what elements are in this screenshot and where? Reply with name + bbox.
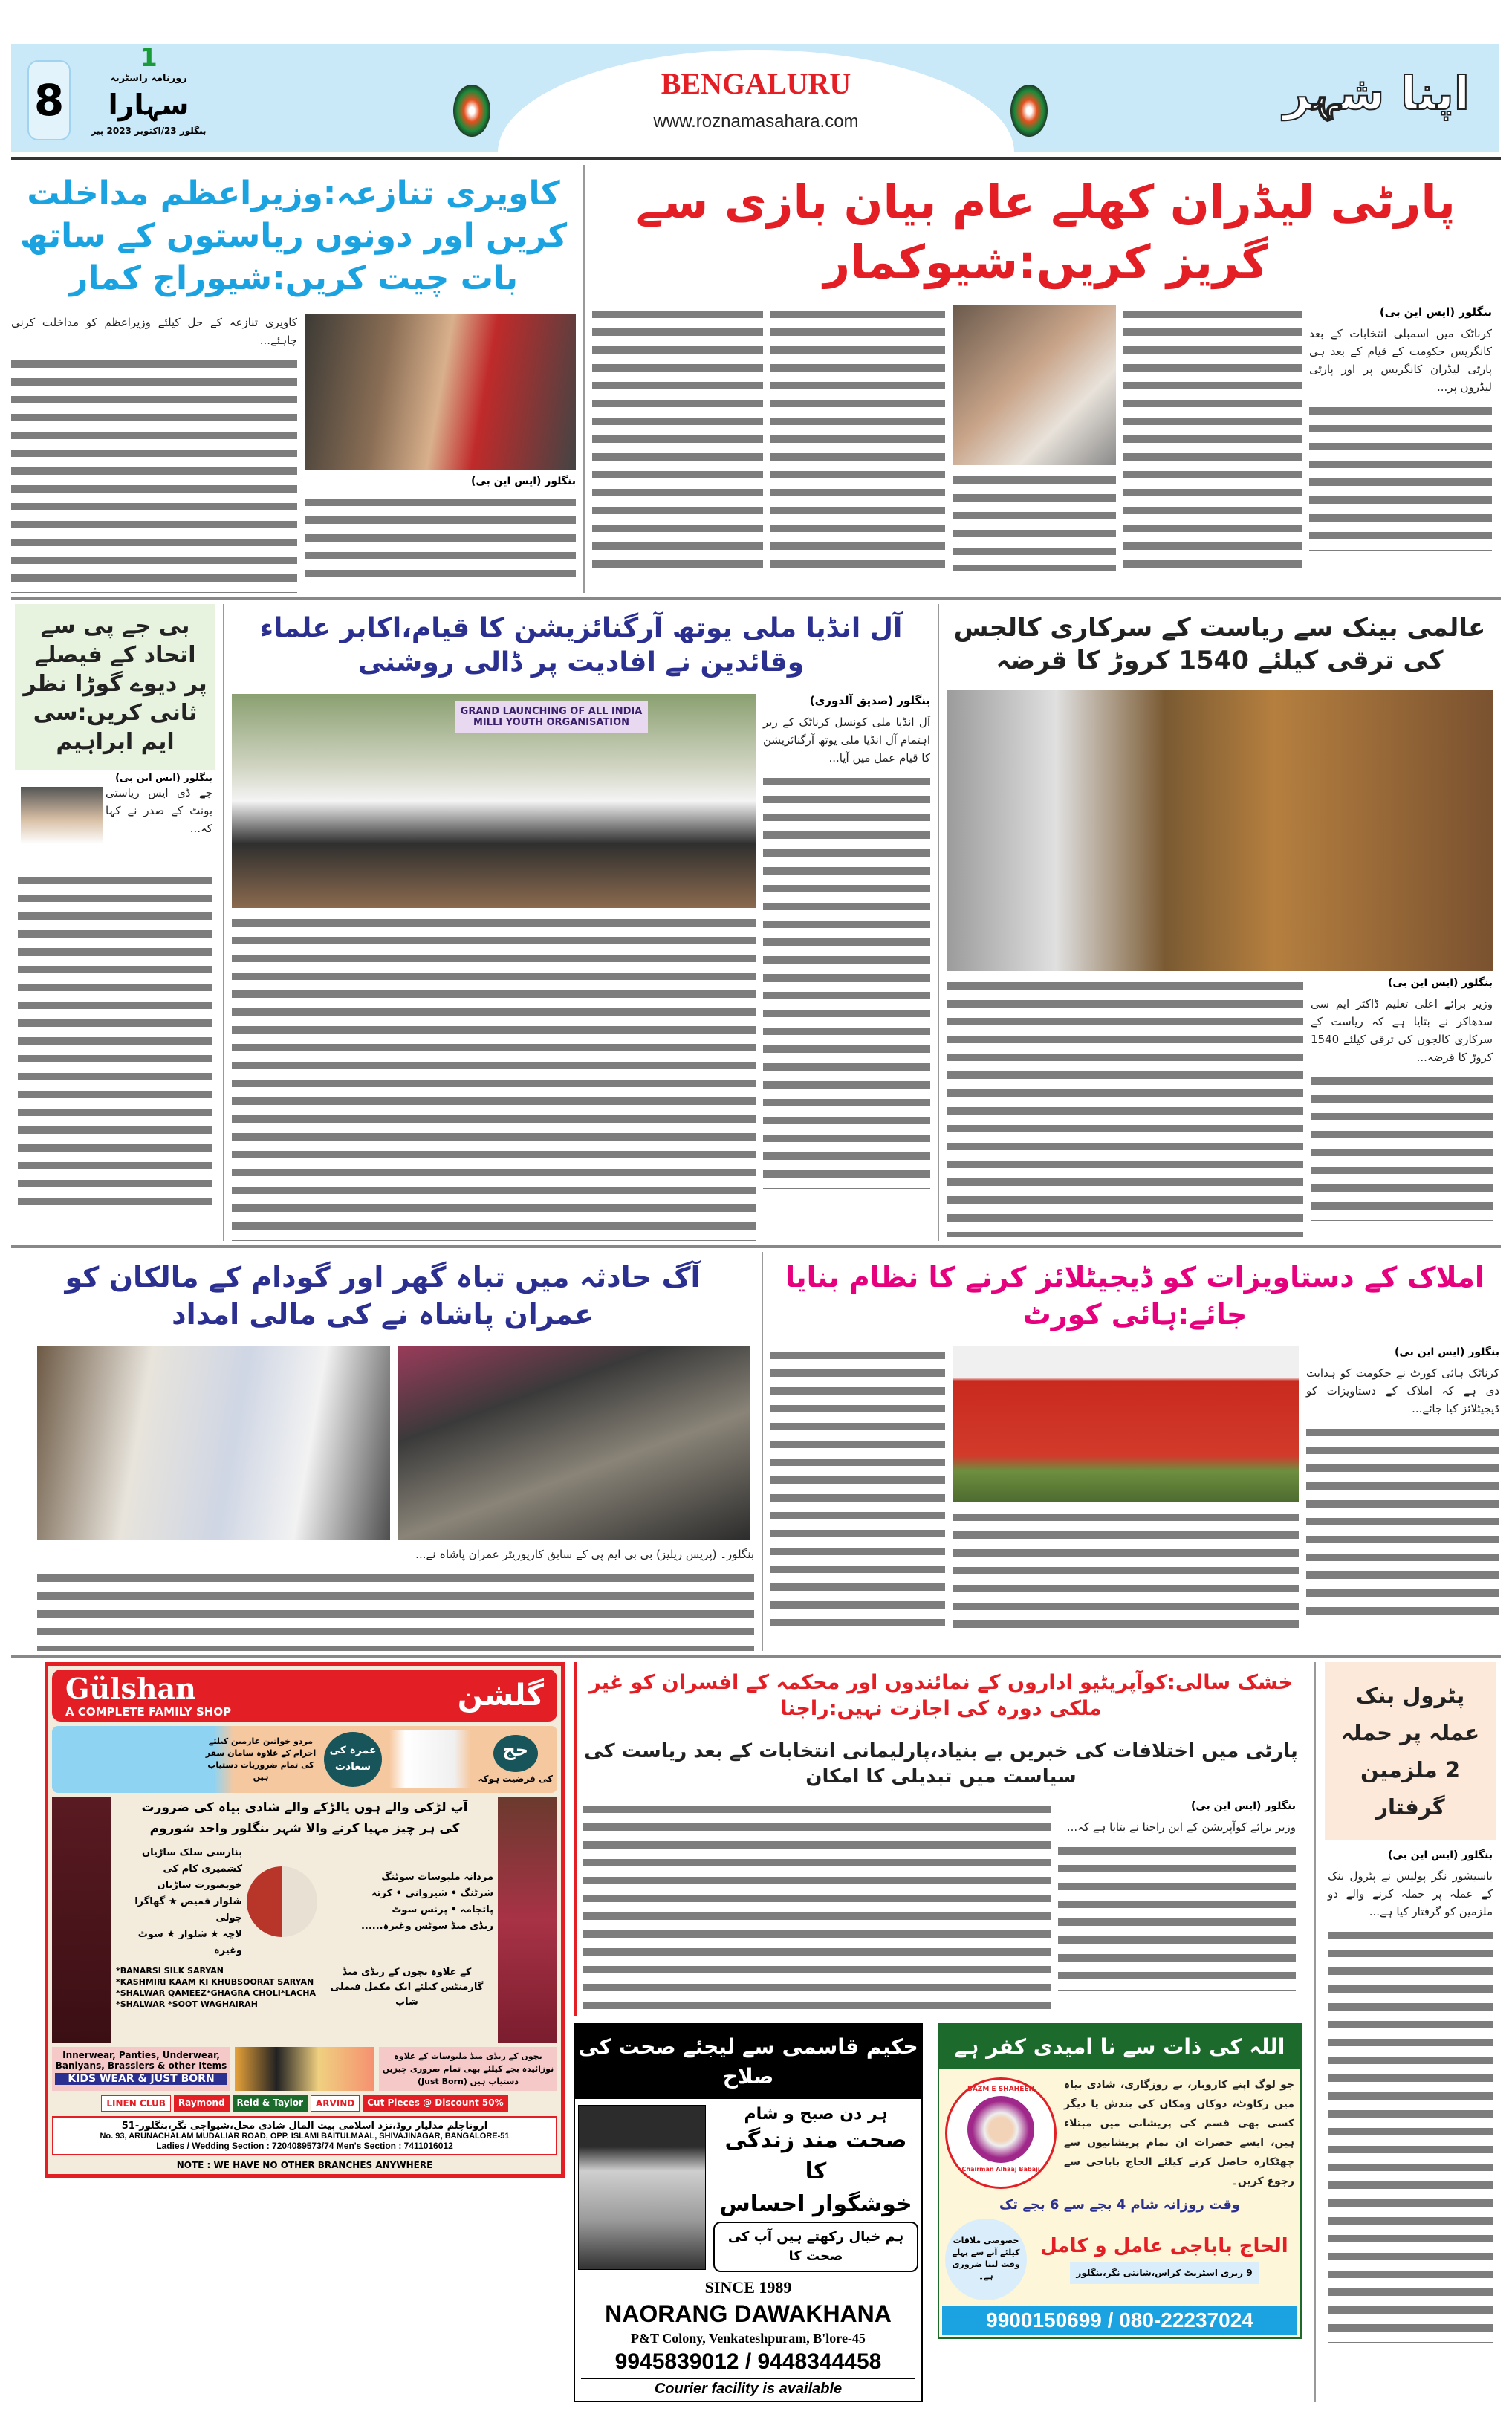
column-divider: [938, 604, 939, 1242]
pilgrims-image: [389, 1730, 470, 1788]
kids-photo: [235, 2047, 374, 2091]
story-drought: [574, 1662, 1305, 2016]
discount-text: Cut Pieces @ Discount: [367, 2097, 479, 2108]
column-divider: [583, 165, 585, 593]
item: *BANARSI SILK SARYAN: [116, 1965, 224, 1976]
photo-youth-launch: [232, 694, 756, 908]
brand-raymond: Raymond: [174, 2095, 230, 2112]
brand-reid-taylor: Reid & Taylor: [233, 2095, 308, 2112]
item: بنارسی سلک ساڑیاں: [142, 1846, 242, 1858]
seal-chairman: Chairman Alhaaj Babaji: [961, 2165, 1040, 2173]
ad-gulshan: [45, 1662, 565, 2178]
wedding-section: [52, 1797, 557, 2043]
item: شرٹنگ • شیروانی • کرتہ: [371, 1887, 493, 1899]
model-groom: [52, 1797, 111, 2043]
story-lead: آل انڈیا ملی کونسل کرناٹک کے زیر اہتمام آل انڈیا ملی یوتھ آرگنائزیشن کا قیام عمل میں آیا...: [763, 716, 930, 765]
babaji-photo: [967, 2096, 1034, 2163]
body-text: [305, 493, 576, 583]
courier-note: Courier facility is available: [581, 2378, 915, 2398]
item: ریڈی میڈ سوٹس وغیرہ......: [360, 1920, 493, 1932]
masthead: [11, 44, 1499, 152]
body-text: [592, 305, 763, 573]
item: شلوار قمیص ★ گھاگرا چولی: [134, 1895, 242, 1924]
gulshan-banner: [52, 1670, 557, 1722]
gulshan-address-box: [52, 2116, 557, 2155]
photo-aid-handover: [37, 1346, 390, 1540]
dateline: بنگلور (ایس این بی): [470, 475, 576, 487]
body-text: [583, 1800, 1051, 2016]
item: مردانہ ملبوسات سوٹنگ: [381, 1871, 493, 1883]
babaji-address: 9 ربری اسٹریٹ کراس،شانتی نگر،بنگلور: [1070, 2262, 1258, 2284]
just-born-text: بچوں کے ریڈی میڈ ملبوسات کے علاوہ نوزائیدہ بچے کیلئے بھی تمام ضروری چیزیں دستیاب ہیں (Just Born): [379, 2047, 557, 2091]
item: *SHALWAR *SOOT WAGHAIRAH: [116, 1999, 258, 2009]
travel-text: مردو خواتین عازمین کیلئے احرام کے علاوہ سامان سفر کی تمام ضروریات دستیاب ہیں: [205, 1736, 317, 1782]
sunburst-icon: [1010, 85, 1048, 137]
photo-high-court: [953, 1346, 1299, 1502]
body-text: [1123, 305, 1302, 573]
dateline: بنگلور (ایس این بی): [1394, 1346, 1499, 1358]
story-lead: جے ڈی ایس ریاستی یونٹ کے صدر نے کہا کہ...: [106, 785, 212, 835]
discount-percent: 50%: [481, 2097, 504, 2108]
headline: پارٹی لیڈران کھلے عام بیان بازی سے گریز کریں:شیوکمار: [636, 175, 1456, 289]
seal-text: BAZM E SHAHEEN: [967, 2085, 1035, 2093]
paper-name: سہارا: [108, 88, 189, 121]
story-lead: کاویری تنازعہ کے حل کیلئے وزیراعظم کو مداخلت کرنی چاہئے...: [11, 315, 297, 347]
story-lead: بنگلور۔ (پریس ریلیز) بی بی ایم پی کے سابق کارپوریٹر عمران پاشاہ نے...: [415, 1547, 754, 1561]
story-lead: وزیر برائے کوآپریشن کے این راجنا نے بتایا ہے کہ...: [1066, 1820, 1296, 1834]
subheadline: پارٹی میں اختلافات کی خبریں بے بنیاد،پارلیمانی انتخابات کے بعد ریاست کی سیاست میں تبدیلی کا امکان: [584, 1740, 1298, 1788]
dateline: بنگلور (ایس این بی): [1387, 976, 1493, 989]
tagline-3: خوشگوار احساس: [719, 2190, 912, 2217]
ad-hakeem: [574, 2023, 923, 2402]
body-text: [1058, 1842, 1296, 1991]
brand-strip: [52, 2095, 557, 2112]
body-text: [1306, 1424, 1499, 1617]
story-lead: باسیشور نگر پولیس نے پٹرول بنک کے عملہ پر حملہ کرنے والے دو ملزمین کو گرفتار کیا ہے...: [1328, 1869, 1493, 1918]
babaji-body: جو لوگ اپنے کاروبار، بے روزگاری، شادی بیاہ میں رکاوٹ، دوکان ومکان کی بندش یا دیگر کسی بھی قسم کی پریشانی میں مبتلاء ہیں، ایسے حضرات ان تمام پریشانیوں سے چھٹکارہ حاصل کرنے کیلئے الحاج باباجی سے رجوع کریں۔: [1064, 2078, 1294, 2187]
story-lead: کرناٹک میں اسمبلی انتخابات کے بعد کانگریس حکومت کے قیام کے بعد ہی پارٹی لیڈران کانگریس پر اور پارٹی لیڈروں پر...: [1309, 327, 1492, 395]
item: پائجامہ • پرنس سوٹ: [392, 1904, 493, 1915]
hakeem-photo: [578, 2105, 706, 2270]
headline: عالمی بینک سے ریاست کے سرکاری کالجس کی ترقی کیلئے 1540 کروڑ کا قرضہ: [953, 612, 1486, 675]
website-url: www.roznamasahara.com: [653, 111, 859, 132]
body-text: [1311, 1072, 1493, 1221]
babaji-name: الحاج باباجی عامل و کامل: [1040, 2234, 1288, 2257]
story-lead: کرناٹک ہائی کورٹ نے حکومت کو ہدایت دی ہے کہ املاک کے دستاویزات کو ڈیجیٹلائز کیا جائے...: [1306, 1366, 1499, 1415]
babaji-ad: [938, 2023, 1302, 2339]
phones: Ladies / Wedding Section : 7204089573/74 Men's Section : 7411016012: [156, 2140, 453, 2151]
branches-note: NOTE : WE HAVE NO OTHER BRANCHES ANYWHERE: [176, 2159, 433, 2170]
headline: آل انڈیا ملی یوتھ آرگنائزیشن کا قیام،اکابر علماء وقائدین نے افادیت پر ڈالی روشنی: [259, 612, 903, 678]
kids-wear-label: KIDS WEAR & JUST BORN: [55, 2073, 227, 2085]
headline: آگ حادثہ میں تباہ گھر اور گودام کے مالکان کو عمران پاشاہ نے کی مالی امداد: [65, 1261, 701, 1331]
body-text: [18, 872, 212, 1213]
womens-items: [116, 1845, 242, 1959]
photo-shivakumar: [953, 305, 1116, 465]
dawakhana-address: P&T Colony, Venkateshpuram, B'lore-45: [631, 2330, 866, 2346]
story-lead: وزیر برائے اعلیٰ تعلیم ڈاکٹر ایم سی سدھاکر نے بتایا ہے کہ ریاست کے سرکاری کالجوں کی ترقی کیلئے 1540 کروڑ کا قرضہ...: [1311, 996, 1493, 1064]
seal: [945, 2077, 1057, 2189]
dateline: بنگلور (صدیق آلدوری): [809, 694, 930, 708]
body-text: [947, 977, 1303, 1237]
dateline: بنگلور (ایس این بی): [115, 772, 212, 784]
dateline: بنگلور (ایس این بی): [1379, 305, 1492, 319]
dateline: بنگلور (ایس این بی): [1387, 1849, 1493, 1861]
brand-arvind: ARVIND: [311, 2095, 360, 2112]
story-bjp: [15, 604, 215, 1216]
body-text: [770, 1346, 945, 1636]
model-bride: [498, 1797, 557, 2043]
discount-badge: [363, 2095, 507, 2112]
story-cauvery: [11, 165, 576, 593]
photo-meeting: [947, 690, 1493, 971]
gulshan-brand-urdu: گلشن: [457, 1678, 544, 1713]
issue-date: بنگلور 23/اکتوبر 2023 پیر: [91, 126, 207, 136]
body-text: [1309, 402, 1492, 551]
headline: املاک کے دستاویزات کو ڈیجیٹلائز کرنے کا نظام بنایا جائے:ہائی کورٹ: [785, 1261, 1485, 1331]
page-number-badge: [27, 60, 71, 140]
umrah-badge: عمرہ کی سعادت: [324, 1732, 382, 1787]
column-divider: [223, 604, 224, 1242]
kids-text: کے علاوہ بچوں کے ریڈی میڈ گارمنٹس کیلئے ایک مکمل فیملی شاپ: [330, 1966, 484, 2008]
item: *SHALWAR QAMEEZ*GHAGRA CHOLI*LACHA: [116, 1988, 316, 1998]
appointment-note: خصوصی ملاقات کیلئے آنے سے پہلے وقت لینا ضروری ہے۔: [945, 2219, 1027, 2300]
row-4: [11, 1662, 1501, 2402]
photo-cm-ibrahim: [21, 787, 103, 869]
photo-shivarajkumar: [305, 314, 576, 470]
anniversary-number: 1: [140, 43, 158, 73]
dawakhana-phones: 9945839012 / 9448344458: [614, 2349, 882, 2374]
photo-fire-damage: [398, 1346, 750, 1540]
divider: [11, 1655, 1501, 1658]
body-text: [11, 355, 297, 593]
story-high-court: [770, 1252, 1499, 1636]
body-text: [37, 1569, 754, 1651]
body-text: [232, 914, 756, 1241]
hajj-panel: [52, 1726, 557, 1793]
innerwear-box: [52, 2047, 230, 2091]
address: No. 93, ARUNACHALAM MUDALIAR ROAD, OPP. ISLAMI BAITULMAAL, SHIVAJINAGAR, BANGALORE-51: [100, 2131, 510, 2141]
divider: [11, 1245, 1501, 1248]
tagline-2: صحت مند زندگی کا: [724, 2126, 907, 2184]
body-text: [770, 305, 945, 573]
hakeem-title: حکیم قاسمی سے لیجئے صحت کی صلاح: [575, 2025, 921, 2099]
babaji-phones: 9900150699 / 080-22237024: [942, 2306, 1297, 2335]
tagline-1: ہر دن صبح و شام: [744, 2104, 888, 2124]
paper-subtitle: روزنامہ راشٹریہ: [110, 73, 187, 84]
headline: کاویری تنازعہ:وزیراعظم مداخلت کریں اور دونوں ریاستوں کے ساتھ بات چیت کریں:شیوراج کمار: [19, 175, 568, 298]
story-petrol-bunk: [1325, 1662, 1496, 2346]
story-fire: [11, 1252, 754, 1651]
since-year: SINCE 1989: [704, 2277, 792, 2297]
brand-linen-club: LINEN CLUB: [101, 2095, 171, 2112]
column-divider: [762, 1252, 763, 1651]
body-text: [953, 471, 1116, 571]
wedding-text: آپ لڑکی والے ہوں یالڑکے والے شادی بیاہ کی ضرورت کی ہر چیز مہیا کرنے والا شہر بنگلور واحد شوروم: [141, 1800, 468, 1836]
hajj-badge: حج: [493, 1735, 538, 1772]
mens-items: [322, 1869, 493, 1935]
body-text: [1328, 1927, 1493, 2343]
item: *KASHMIRI KAAM KI KHUBSOORAT SARYAN: [116, 1976, 314, 1987]
story-youth-org: [232, 604, 930, 1242]
gulshan-brand: Gülshan: [65, 1671, 196, 1705]
pilgrim-luggage-image: [56, 1730, 198, 1788]
row-3: [11, 1252, 1501, 1651]
body-text: [763, 773, 930, 1189]
sunburst-icon: [453, 85, 490, 137]
section-title: اپنا شہر: [1283, 66, 1470, 120]
innerwear-text: Innerwear, Panties, Underwear, Baniyans, Brassiers & other Items: [55, 2049, 227, 2071]
couple-photo: [247, 1866, 317, 1937]
divider: [11, 597, 1501, 600]
body-text: [953, 1508, 1299, 1635]
story-shivakumar: [592, 165, 1499, 573]
babaji-title: اللہ کی ذات سے نا امیدی کفر ہے: [939, 2025, 1300, 2069]
hajj-subtitle: کی فرضیت ہوکہ: [478, 1773, 553, 1784]
column-divider: [1314, 1662, 1316, 2402]
tagline-box: ہم خیال رکھتے ہیں آپ کی صحت کا: [713, 2222, 918, 2272]
row-2: [11, 604, 1501, 1242]
gulshan-tagline: A COMPLETE FAMILY SHOP: [65, 1704, 232, 1719]
item: لاچہ ★ شلوار ★ سوٹ وغیرہ: [137, 1928, 242, 1956]
row-1: [11, 165, 1501, 593]
headline: پٹرول بنک عملہ پر حملہ 2 ملزمین گرفتار: [1325, 1662, 1496, 1840]
page-number: 8: [33, 75, 65, 126]
dawakhana-name: NAORANG DAWAKHANA: [605, 2300, 892, 2327]
dateline: بنگلور (ایس این بی): [1190, 1800, 1296, 1812]
edition-name: BENGALURU: [661, 67, 851, 100]
edition-dome: [498, 50, 1014, 152]
story-world-bank: [947, 604, 1493, 1237]
event-banner: GRAND LAUNCHING OF ALL INDIA MILLI YOUTH ORGANISATION: [455, 701, 648, 733]
babaji-timing: وقت روزانہ شام 4 بجے سے 6 بجے تک: [999, 2196, 1241, 2213]
headline: خشک سالی:کوآپریٹیو اداروں کے نمائندوں اور محکمہ کے افسران کو غیر ملکی دورہ کی اجازت نہیں:راجنا: [589, 1670, 1293, 1721]
headline: بی جے پی سے اتحاد کے فیصلے پر دیوے گوڑا نظر ثانی کریں:سی ایم ابراہیم: [23, 612, 207, 755]
items-english: [116, 1965, 316, 2010]
paper-logo: [85, 44, 212, 137]
address-urdu: اروناچلم مدلیار روڈ،نزد اسلامی بیت المال شادی محل،شیواجی نگر،بنگلور-51: [121, 2120, 488, 2132]
item: کشمیری کام کی خوبصورت ساڑیاں: [157, 1863, 242, 1891]
divider: [11, 157, 1501, 160]
